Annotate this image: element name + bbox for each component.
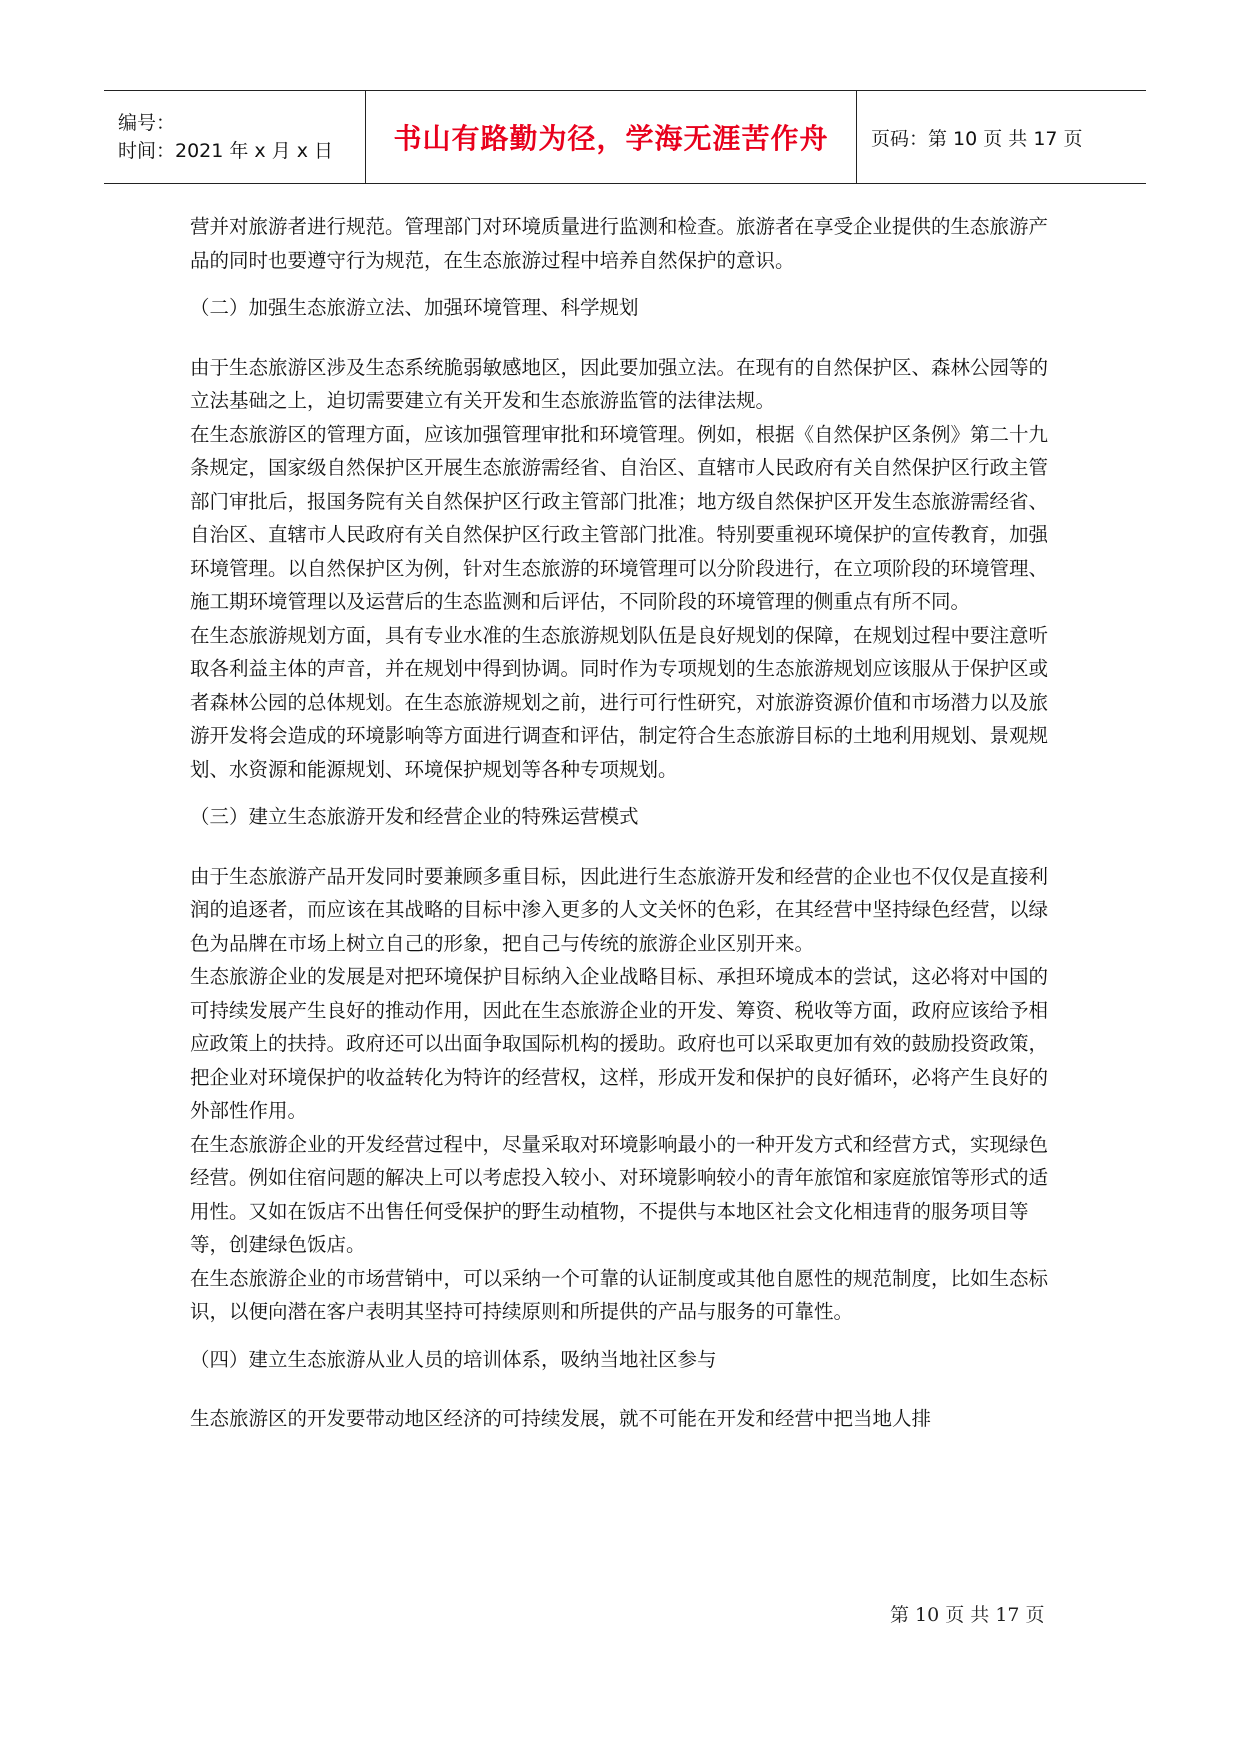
paragraph: 在生态旅游企业的开发经营过程中，尽量采取对环境影响最小的一种开发方式和经营方式，实现绿色经营。例如住宿问题的解决上可以考虑投入较小、对环境影响较小的青年旅馆和家庭旅馆等形式的适用性。又如在饭店不出售任何受保护的野生动植物，不提供与本地区社会文化相违背的服务项目等等，创建绿色饭店。	[190, 1132, 1049, 1256]
paragraph: 由于生态旅游区涉及生态系统脆弱敏感地区，因此要加强立法。在现有的自然保护区、森林公园等的立法基础之上，迫切需要建立有关开发和生态旅游监管的法律法规。	[190, 355, 1049, 412]
paragraph: 在生态旅游区的管理方面，应该加强管理审批和环境管理。例如，根据《自然保护区条例》第二十九条规定，国家级自然保护区开展生态旅游需经省、自治区、直辖市人民政府有关自然保护区行政主管部门审批后，报国务院有关自然保护区行政主管部门批准；地方级自然保护区开发生态旅游需经省、自治区、直辖市人民政府有关自然保护区行政主管部门批准。特别要重视环境保护的宣传教育，加强环境管理。以自然保护区为例，针对生态旅游的环境管理可以分阶段进行，在立项阶段的环境管理、施工期环境管理以及运营后的生态监测和后评估，不同阶段的环境管理的侧重点有所不同。	[190, 422, 1049, 613]
page-header	[104, 90, 1146, 184]
page-footer: 第 10 页 共 17 页	[890, 1604, 1045, 1626]
paragraph: 营并对旅游者进行规范。管理部门对环境质量进行监测和检查。旅游者在享受企业提供的生态旅游产品的同时也要遵守行为规范，在生态旅游过程中培养自然保护的意识。	[190, 215, 1049, 272]
document-number: 编号：	[118, 112, 176, 134]
motto-text: 书山有路勤为径，学海无涯苦作舟	[393, 122, 829, 155]
section-heading: （二）加强生态旅游立法、加强环境管理、科学规划	[190, 296, 639, 319]
header-meta	[104, 91, 366, 183]
document-time: 时间：2021 年 x 月 x 日	[118, 140, 334, 162]
section-heading: （四）建立生态旅游从业人员的培训体系，吸纳当地社区参与	[190, 1347, 717, 1371]
page-number-label: 页码：第 10 页 共 17 页	[871, 127, 1083, 150]
header-page-info	[857, 91, 1146, 183]
paragraph: 由于生态旅游产品开发同时要兼顾多重目标，因此进行生态旅游开发和经营的企业也不仅仅是直接利润的追逐者，而应该在其战略的目标中渗入更多的人文关怀的色彩，在其经营中坚持绿色经营，以绿色为品牌在市场上树立自己的形象，把自己与传统的旅游企业区别开来。	[190, 864, 1049, 955]
paragraph: 生态旅游企业的发展是对把环境保护目标纳入企业战略目标、承担环境成本的尝试，这必将对中国的可持续发展产生良好的推动作用，因此在生态旅游企业的开发、筹资、税收等方面，政府应该给予相应政策上的扶持。政府还可以出面争取国际机构的援助。政府也可以采取更加有效的鼓励投资政策，把企业对环境保护的收益转化为特许的经营权，这样，形成开发和保护的良好循环，必将产生良好的外部性作用。	[190, 965, 1049, 1122]
paragraph: 在生态旅游规划方面，具有专业水准的生态旅游规划队伍是良好规划的保障，在规划过程中要注意听取各利益主体的声音，并在规划中得到协调。同时作为专项规划的生态旅游规划应该服从于保护区或者森林公园的总体规划。在生态旅游规划之前，进行可行性研究，对旅游资源价值和市场潜力以及旅游开发将会造成的环境影响等方面进行调查和评估，制定符合生态旅游目标的土地利用规划、景观规划、水资源和能源规划、环境保护规划等各种专项规划。	[190, 623, 1049, 781]
header-motto	[366, 91, 857, 183]
paragraph: 在生态旅游企业的市场营销中，可以采纳一个可靠的认证制度或其他自愿性的规范制度，比如生态标识，以便向潜在客户表明其坚持可持续原则和所提供的产品与服务的可靠性。	[190, 1266, 1049, 1323]
section-heading: （三）建立生态旅游开发和经营企业的特殊运营模式	[190, 805, 639, 828]
document-body	[190, 210, 1058, 1436]
paragraph: 生态旅游区的开发要带动地区经济的可持续发展，就不可能在开发和经营中把当地人排	[190, 1407, 932, 1430]
